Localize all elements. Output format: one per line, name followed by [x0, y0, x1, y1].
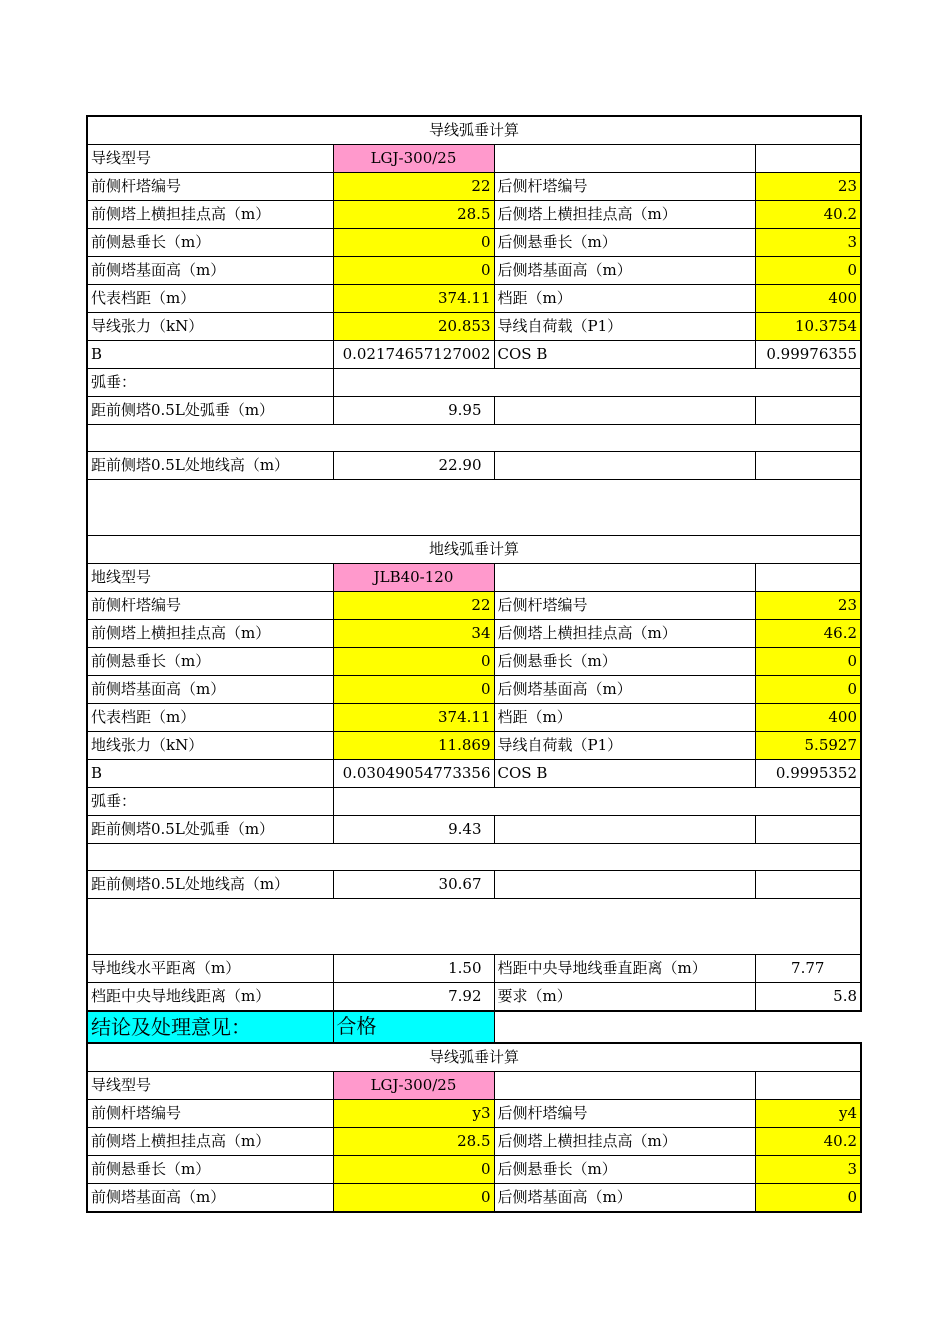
spacer-row — [87, 899, 861, 955]
midspan-height-cell[interactable]: 22.90 — [333, 452, 494, 480]
midspan-distance-cell[interactable]: 7.92 — [333, 983, 494, 1012]
table-row — [87, 285, 861, 313]
cos-b-label: COS B — [494, 341, 755, 369]
section1-title: 导线弧垂计算 — [87, 116, 861, 145]
table-row — [87, 425, 861, 452]
front-tower-number-label: 前侧杆塔编号 — [87, 173, 333, 201]
ruling-span-cell[interactable]: 374.11 — [333, 285, 494, 313]
section3-title: 导线弧垂计算 — [87, 1043, 861, 1072]
front-insulator-length-label: 前侧悬垂长（m） — [87, 1156, 333, 1184]
vertical-distance-label: 档距中央导地线垂直距离（m） — [494, 955, 755, 983]
front-crossarm-height-cell[interactable]: 28.5 — [333, 1128, 494, 1156]
tension-label: 导线张力（kN） — [87, 313, 333, 341]
empty-cell[interactable] — [755, 871, 861, 899]
tension-label: 地线张力（kN） — [87, 732, 333, 760]
table-row — [87, 955, 861, 983]
rear-insulator-length-cell[interactable]: 3 — [755, 229, 861, 257]
table-row — [87, 1128, 861, 1156]
tension-cell[interactable]: 20.853 — [333, 313, 494, 341]
empty-row[interactable] — [87, 425, 861, 452]
empty-cell[interactable] — [494, 397, 755, 425]
front-base-height-cell[interactable]: 0 — [333, 257, 494, 285]
rear-base-height-cell[interactable]: 0 — [755, 676, 861, 704]
front-crossarm-height-label: 前侧塔上横担挂点高（m） — [87, 620, 333, 648]
section1-model-row — [87, 145, 861, 173]
front-insulator-length-label: 前侧悬垂长（m） — [87, 229, 333, 257]
rear-crossarm-height-label: 后侧塔上横担挂点高（m） — [494, 201, 755, 229]
conclusion-label: 结论及处理意见： — [87, 1011, 333, 1043]
b-cell[interactable]: 0.02174657127002 — [333, 341, 494, 369]
conductor-model-cell[interactable]: LGJ-300/25 — [333, 145, 494, 173]
table-row — [87, 1184, 861, 1213]
table-row — [87, 704, 861, 732]
section1-title-row — [87, 116, 861, 145]
front-tower-number-cell[interactable]: y3 — [333, 1100, 494, 1128]
section2-title-row — [87, 536, 861, 564]
empty-cell[interactable] — [494, 1072, 755, 1100]
section3-model-row — [87, 1072, 861, 1100]
rear-tower-number-label: 后侧杆塔编号 — [494, 173, 755, 201]
table-row — [87, 592, 861, 620]
table-row — [87, 1156, 861, 1184]
table-row — [87, 844, 861, 871]
rear-crossarm-height-label: 后侧塔上横担挂点高（m） — [494, 620, 755, 648]
table-row — [87, 676, 861, 704]
front-tower-number-label: 前侧杆塔编号 — [87, 1100, 333, 1128]
empty-cell[interactable] — [755, 145, 861, 173]
empty-cell[interactable] — [494, 1011, 861, 1043]
empty-cell[interactable] — [494, 871, 755, 899]
empty-cell[interactable] — [755, 816, 861, 844]
ground-wire-model-cell[interactable]: JLB40-120 — [333, 564, 494, 592]
front-base-height-cell[interactable]: 0 — [333, 1184, 494, 1213]
b-cell[interactable]: 0.03049054773356 — [333, 760, 494, 788]
empty-cell[interactable] — [333, 369, 861, 397]
table-row — [87, 229, 861, 257]
midspan-sag-label: 距前侧塔0.5L处弧垂（m） — [87, 397, 333, 425]
b-label: B — [87, 760, 333, 788]
table-row — [87, 620, 861, 648]
conclusion-cell[interactable]: 合格 — [333, 1011, 494, 1043]
ruling-span-cell[interactable]: 374.11 — [333, 704, 494, 732]
sag-calculation-table — [86, 115, 862, 1213]
rear-crossarm-height-label: 后侧塔上横担挂点高（m） — [494, 1128, 755, 1156]
front-crossarm-height-cell[interactable]: 34 — [333, 620, 494, 648]
rear-base-height-cell[interactable]: 0 — [755, 1184, 861, 1213]
table-row — [87, 201, 861, 229]
conductor-model-label: 导线型号 — [87, 145, 333, 173]
rear-base-height-cell[interactable]: 0 — [755, 257, 861, 285]
self-load-cell[interactable]: 5.5927 — [755, 732, 861, 760]
midspan-sag-label: 距前侧塔0.5L处弧垂（m） — [87, 816, 333, 844]
front-tower-number-cell[interactable]: 22 — [333, 173, 494, 201]
requirement-cell[interactable]: 5.8 — [755, 983, 861, 1012]
front-base-height-label: 前侧塔基面高（m） — [87, 257, 333, 285]
rear-crossarm-height-cell[interactable]: 40.2 — [755, 201, 861, 229]
conductor-model-label: 导线型号 — [87, 1072, 333, 1100]
table-row — [87, 816, 861, 844]
table-row — [87, 173, 861, 201]
table-row — [87, 1100, 861, 1128]
front-tower-number-cell[interactable]: 22 — [333, 592, 494, 620]
front-crossarm-height-label: 前侧塔上横担挂点高（m） — [87, 1128, 333, 1156]
span-cell[interactable]: 400 — [755, 704, 861, 732]
rear-insulator-length-label: 后侧悬垂长（m） — [494, 229, 755, 257]
rear-insulator-length-cell[interactable]: 3 — [755, 1156, 861, 1184]
rear-tower-number-cell[interactable]: y4 — [755, 1100, 861, 1128]
front-insulator-length-label: 前侧悬垂长（m） — [87, 648, 333, 676]
table-row — [87, 983, 861, 1012]
sag-heading: 弧垂： — [87, 369, 333, 397]
ruling-span-label: 代表档距（m） — [87, 285, 333, 313]
section3-title-row — [87, 1043, 861, 1072]
empty-row[interactable] — [87, 899, 861, 955]
rear-tower-number-label: 后侧杆塔编号 — [494, 1100, 755, 1128]
cos-b-cell[interactable]: 0.99976355 — [755, 341, 861, 369]
horizontal-distance-cell[interactable]: 1.50 — [333, 955, 494, 983]
empty-cell[interactable] — [755, 564, 861, 592]
requirement-label: 要求（m） — [494, 983, 755, 1012]
empty-cell[interactable] — [494, 452, 755, 480]
ground-wire-model-label: 地线型号 — [87, 564, 333, 592]
sag-heading: 弧垂： — [87, 788, 333, 816]
front-insulator-length-cell[interactable]: 0 — [333, 1156, 494, 1184]
midspan-height-label: 距前侧塔0.5L处地线高（m） — [87, 871, 333, 899]
rear-insulator-length-cell[interactable]: 0 — [755, 648, 861, 676]
self-load-cell[interactable]: 10.3754 — [755, 313, 861, 341]
horizontal-distance-label: 导地线水平距离（m） — [87, 955, 333, 983]
empty-row[interactable] — [87, 844, 861, 871]
rear-tower-number-cell[interactable]: 23 — [755, 592, 861, 620]
self-load-label: 导线自荷载（P1） — [494, 732, 755, 760]
rear-base-height-label: 后侧塔基面高（m） — [494, 1184, 755, 1213]
spreadsheet — [86, 115, 860, 1213]
cos-b-cell[interactable]: 0.9995352 — [755, 760, 861, 788]
empty-cell[interactable] — [755, 452, 861, 480]
table-row — [87, 648, 861, 676]
front-insulator-length-cell[interactable]: 0 — [333, 648, 494, 676]
table-row — [87, 397, 861, 425]
midspan-distance-label: 档距中央导地线距离（m） — [87, 983, 333, 1012]
midspan-sag-cell[interactable]: 9.43 — [333, 816, 494, 844]
conductor-model-cell[interactable]: LGJ-300/25 — [333, 1072, 494, 1100]
front-crossarm-height-label: 前侧塔上横担挂点高（m） — [87, 201, 333, 229]
span-label: 档距（m） — [494, 704, 755, 732]
rear-crossarm-height-cell[interactable]: 40.2 — [755, 1128, 861, 1156]
rear-crossarm-height-cell[interactable]: 46.2 — [755, 620, 861, 648]
empty-cell[interactable] — [755, 397, 861, 425]
table-row — [87, 257, 861, 285]
rear-tower-number-cell[interactable]: 23 — [755, 173, 861, 201]
section2-title: 地线弧垂计算 — [87, 536, 861, 564]
empty-cell[interactable] — [333, 788, 861, 816]
tension-cell[interactable]: 11.869 — [333, 732, 494, 760]
table-row — [87, 732, 861, 760]
ruling-span-label: 代表档距（m） — [87, 704, 333, 732]
self-load-label: 导线自荷载（P1） — [494, 313, 755, 341]
empty-cell[interactable] — [755, 1072, 861, 1100]
rear-insulator-length-label: 后侧悬垂长（m） — [494, 648, 755, 676]
table-row — [87, 871, 861, 899]
span-label: 档距（m） — [494, 285, 755, 313]
span-cell[interactable]: 400 — [755, 285, 861, 313]
table-row — [87, 788, 861, 816]
conclusion-row — [87, 1011, 861, 1043]
cos-b-label: COS B — [494, 760, 755, 788]
front-base-height-cell[interactable]: 0 — [333, 676, 494, 704]
table-row — [87, 760, 861, 788]
front-crossarm-height-cell[interactable]: 28.5 — [333, 201, 494, 229]
front-tower-number-label: 前侧杆塔编号 — [87, 592, 333, 620]
table-row — [87, 369, 861, 397]
front-base-height-label: 前侧塔基面高（m） — [87, 1184, 333, 1213]
spacer-row — [87, 480, 861, 536]
table-row — [87, 452, 861, 480]
rear-base-height-label: 后侧塔基面高（m） — [494, 257, 755, 285]
empty-cell[interactable] — [494, 145, 755, 173]
empty-row[interactable] — [87, 480, 861, 536]
empty-cell[interactable] — [494, 564, 755, 592]
front-base-height-label: 前侧塔基面高（m） — [87, 676, 333, 704]
midspan-sag-cell[interactable]: 9.95 — [333, 397, 494, 425]
table-row — [87, 313, 861, 341]
rear-tower-number-label: 后侧杆塔编号 — [494, 592, 755, 620]
section2-model-row — [87, 564, 861, 592]
midspan-height-cell[interactable]: 30.67 — [333, 871, 494, 899]
rear-insulator-length-label: 后侧悬垂长（m） — [494, 1156, 755, 1184]
rear-base-height-label: 后侧塔基面高（m） — [494, 676, 755, 704]
table-row — [87, 341, 861, 369]
b-label: B — [87, 341, 333, 369]
front-insulator-length-cell[interactable]: 0 — [333, 229, 494, 257]
midspan-height-label: 距前侧塔0.5L处地线高（m） — [87, 452, 333, 480]
vertical-distance-cell[interactable]: 7.77 — [755, 955, 861, 983]
empty-cell[interactable] — [494, 816, 755, 844]
